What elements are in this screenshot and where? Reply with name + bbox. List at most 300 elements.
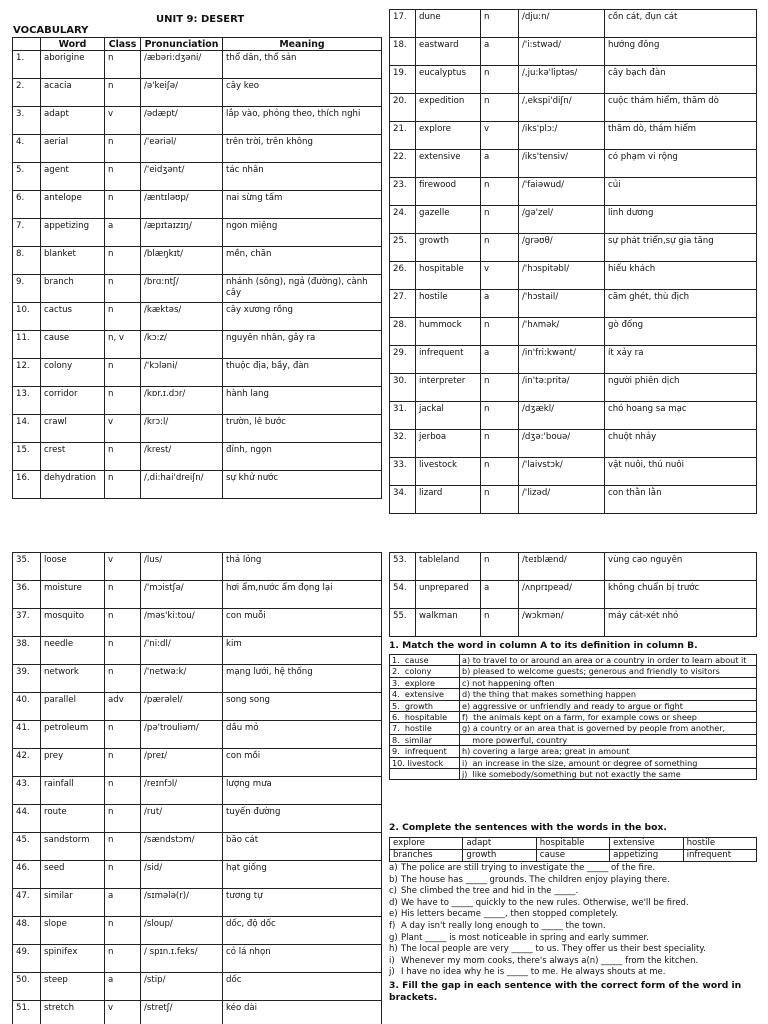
match-row [390, 666, 757, 677]
row-meaning: hơi ẩm,nước ẩm đọng lại [223, 581, 382, 609]
vocab-row [390, 66, 757, 94]
sentence-text: The police are still trying to investigate the _____ of the fire. [401, 863, 656, 873]
row-class: n [105, 443, 141, 471]
sentence-item [389, 944, 757, 956]
row-class: v [105, 415, 141, 443]
row-pronunciation: /dʒækl/ [519, 402, 605, 430]
sentence-letter: c) [389, 886, 397, 897]
vocab-row [13, 749, 382, 777]
word-box-cell: branches [390, 850, 463, 862]
match-column-b: d) the thing that makes something happen [460, 689, 757, 700]
vocab-row [13, 415, 382, 443]
header-class: Class [105, 38, 141, 51]
row-pronunciation: /gə'zel/ [519, 206, 605, 234]
vocab-row [390, 402, 757, 430]
word-box-cell: hospitable [536, 838, 609, 850]
row-pronunciation: /'eidʒənt/ [141, 163, 223, 191]
row-word: stretch [41, 1001, 105, 1024]
word-box-cell: extensive [610, 838, 683, 850]
header-num [13, 38, 41, 51]
row-word: explore [416, 122, 481, 150]
row-pronunciation: /'lizəd/ [519, 486, 605, 514]
sentence-item [389, 886, 757, 898]
sentence-letter: d) [389, 897, 398, 908]
row-class: n [105, 135, 141, 163]
row-meaning: hành lang [223, 387, 382, 415]
sentence-item [389, 875, 757, 887]
row-number: 53. [390, 553, 416, 581]
vocab-row [13, 163, 382, 191]
vocab-row [13, 861, 382, 889]
row-meaning: trườn, lê bước [223, 415, 382, 443]
vocab-row [13, 833, 382, 861]
sentence-text: Whenever my mom cooks, there's always a(n) _____ from the kitchen. [401, 955, 699, 966]
row-meaning: kim [223, 637, 382, 665]
row-meaning: trên trời, trên không [223, 135, 382, 163]
header-meaning: Meaning [223, 38, 382, 51]
row-pronunciation: /'faiəwud/ [519, 178, 605, 206]
row-pronunciation: /brɑ:ntʃ/ [141, 275, 223, 303]
sentence-text: We have to _____ quickly to the new rules. Otherwise, we'll be fired. [401, 897, 689, 908]
row-meaning: dầu mỏ [223, 721, 382, 749]
row-number: 6. [13, 191, 41, 219]
row-number: 30. [390, 374, 416, 402]
sentence-letter: f) [389, 920, 396, 931]
row-pronunciation: /krest/ [141, 443, 223, 471]
row-class: n [105, 79, 141, 107]
row-word: dune [416, 10, 481, 38]
sentence-text: The local people are very _____ to us. They offer us their best speciality. [401, 944, 706, 955]
row-pronunciation: /'i:stwəd/ [519, 38, 605, 66]
match-column-a: 3. explore [390, 677, 460, 688]
row-pronunciation: /,ekspi'diʃn/ [519, 94, 605, 122]
row-number: 11. [13, 331, 41, 359]
row-class: n [105, 805, 141, 833]
row-class: v [105, 107, 141, 135]
row-word: jackal [416, 402, 481, 430]
row-class: n [481, 609, 519, 637]
row-word: infrequent [416, 346, 481, 374]
exercise-2-title: 2. Complete the sentences with the words in the box. [389, 822, 667, 833]
word-box-row [390, 838, 757, 850]
row-number: 38. [13, 637, 41, 665]
row-number: 15. [13, 443, 41, 471]
row-number: 55. [390, 609, 416, 637]
row-pronunciation: /sid/ [141, 861, 223, 889]
vocab-row [13, 387, 382, 415]
match-row [390, 712, 757, 723]
sentence-text: The house has _____ grounds. The children enjoy playing there. [401, 874, 670, 885]
row-pronunciation: /in'fri:kwənt/ [519, 346, 605, 374]
row-word: jerboa [416, 430, 481, 458]
row-number: 32. [390, 430, 416, 458]
row-number: 41. [13, 721, 41, 749]
vocab-row [390, 150, 757, 178]
vocab-row [13, 889, 382, 917]
vocab-row [13, 443, 382, 471]
vocab-row [13, 359, 382, 387]
exercise-3-title: 3. Fill the gap in each sentence with the correct form of the word in [389, 979, 742, 991]
row-meaning: ít xảy ra [605, 346, 757, 374]
vocab-row [13, 303, 382, 331]
row-word: crest [41, 443, 105, 471]
row-class: n [481, 234, 519, 262]
match-row [390, 655, 757, 666]
word-box-cell: explore [390, 838, 463, 850]
row-pronunciation: /iks'plɔ:/ [519, 122, 605, 150]
vocab-table-1 [12, 37, 382, 499]
vocab-row [13, 275, 382, 303]
row-number: 45. [13, 833, 41, 861]
row-pronunciation: /'eəriəl/ [141, 135, 223, 163]
match-row [390, 757, 757, 768]
row-pronunciation: /məs'ki:tou/ [141, 609, 223, 637]
row-word: agent [41, 163, 105, 191]
match-column-b: more powerful, country [460, 734, 757, 745]
vocab-row [390, 38, 757, 66]
row-number: 8. [13, 247, 41, 275]
sentence-letter: g) [389, 932, 398, 943]
row-pronunciation: /ʌnprɪpeəd/ [519, 581, 605, 609]
vocab-row [13, 51, 382, 79]
match-column-b: e) aggressive or unfriendly and ready to argue or fight [460, 700, 757, 711]
row-word: colony [41, 359, 105, 387]
row-meaning: nhánh (sông), ngả (đường), cành cây [223, 275, 382, 303]
vocab-row [13, 637, 382, 665]
row-number: 40. [13, 693, 41, 721]
sentence-item [389, 863, 757, 875]
word-box-cell: hostile [683, 838, 756, 850]
row-word: crawl [41, 415, 105, 443]
match-column-b: c) not happening often [460, 677, 757, 688]
match-column-b: f) the animals kept on a farm, for example cows or sheep [460, 712, 757, 723]
row-meaning: có phạm vi rộng [605, 150, 757, 178]
row-meaning: chó hoang sa mạc [605, 402, 757, 430]
row-meaning: sự khử nước [223, 471, 382, 499]
row-word: moisture [41, 581, 105, 609]
match-column-a [390, 769, 460, 780]
vocab-row [13, 107, 382, 135]
row-meaning: hạt giống [223, 861, 382, 889]
match-column-b: g) a country or an area that is governed by people from another, [460, 723, 757, 734]
row-word: aerial [41, 135, 105, 163]
row-pronunciation: /'ni:dl/ [141, 637, 223, 665]
row-pronunciation: /kæktəs/ [141, 303, 223, 331]
vocab-table-3 [12, 552, 382, 1024]
vocab-row [13, 331, 382, 359]
row-meaning: song song [223, 693, 382, 721]
sentence-item [389, 909, 757, 921]
row-meaning: cỏ lá nhọn [223, 945, 382, 973]
row-number: 17. [390, 10, 416, 38]
row-class: v [105, 1001, 141, 1024]
row-number: 33. [390, 458, 416, 486]
row-class: n [481, 486, 519, 514]
row-meaning: cuộc thám hiểm, thăm dò [605, 94, 757, 122]
row-word: hostile [416, 290, 481, 318]
row-word: cause [41, 331, 105, 359]
vocab-row [390, 234, 757, 262]
vocab-row [390, 581, 757, 609]
row-class: n [105, 247, 141, 275]
vocab-row [390, 262, 757, 290]
row-class: n [481, 458, 519, 486]
row-meaning: hướng đông [605, 38, 757, 66]
row-meaning: thổ dân, thổ sản [223, 51, 382, 79]
row-meaning: căm ghét, thù địch [605, 290, 757, 318]
row-class: n [105, 359, 141, 387]
match-column-b: a) to travel to or around an area or a country in order to learn about it [460, 655, 757, 666]
vocab-row [13, 79, 382, 107]
row-word: similar [41, 889, 105, 917]
vocab-row [13, 135, 382, 163]
vocab-row [390, 290, 757, 318]
row-pronunciation: /ə'keiʃə/ [141, 79, 223, 107]
exercise-2 [389, 822, 757, 1004]
vocab-row [390, 609, 757, 637]
row-class: n [481, 10, 519, 38]
row-pronunciation: /in'tə:pritə/ [519, 374, 605, 402]
vocab-row [390, 486, 757, 514]
row-meaning: cây keo [223, 79, 382, 107]
row-word: eastward [416, 38, 481, 66]
vocab-table-4 [389, 552, 757, 637]
row-pronunciation: /wɔkmən/ [519, 609, 605, 637]
row-word: prey [41, 749, 105, 777]
row-class: n [105, 861, 141, 889]
row-pronunciation: /lus/ [141, 553, 223, 581]
row-word: eucalyptus [416, 66, 481, 94]
row-pronunciation: /kɔ:z/ [141, 331, 223, 359]
sentence-list [389, 863, 757, 979]
match-column-b: i) an increase in the size, amount or degree of something [460, 757, 757, 768]
vocab-row [13, 191, 382, 219]
row-meaning: thả lỏng [223, 553, 382, 581]
match-column-a: 10. livestock [390, 757, 460, 768]
row-class: n [105, 387, 141, 415]
row-word: seed [41, 861, 105, 889]
row-number: 39. [13, 665, 41, 693]
vocab-row [390, 10, 757, 38]
row-pronunciation: /æpɪtaɪzɪŋ/ [141, 219, 223, 247]
row-number: 23. [390, 178, 416, 206]
row-number: 24. [390, 206, 416, 234]
match-row [390, 677, 757, 688]
row-meaning: dốc [223, 973, 382, 1001]
vocab-row [13, 247, 382, 275]
row-number: 21. [390, 122, 416, 150]
row-word: spinifex [41, 945, 105, 973]
row-class: a [481, 581, 519, 609]
row-number: 47. [13, 889, 41, 917]
row-meaning: nai sừng tấm [223, 191, 382, 219]
row-meaning: tuyến đường [223, 805, 382, 833]
row-pronunciation: /stip/ [141, 973, 223, 1001]
row-word: growth [416, 234, 481, 262]
row-pronunciation: /kɒr.ɪ.dɔr/ [141, 387, 223, 415]
row-number: 2. [13, 79, 41, 107]
match-row [390, 734, 757, 745]
row-number: 36. [13, 581, 41, 609]
row-meaning: bão cát [223, 833, 382, 861]
match-column-a: 4. extensive [390, 689, 460, 700]
row-word: aborigine [41, 51, 105, 79]
row-number: 10. [13, 303, 41, 331]
row-meaning: lượng mưa [223, 777, 382, 805]
row-number: 18. [390, 38, 416, 66]
vocab-row [13, 1001, 382, 1024]
row-pronunciation: /pærəlel/ [141, 693, 223, 721]
row-word: needle [41, 637, 105, 665]
row-number: 34. [390, 486, 416, 514]
row-pronunciation: /sloup/ [141, 917, 223, 945]
row-meaning: chuột nhảy [605, 430, 757, 458]
sentence-text: A day isn't really long enough to _____ the town. [401, 920, 606, 931]
match-row [390, 700, 757, 711]
row-word: hummock [416, 318, 481, 346]
row-number: 46. [13, 861, 41, 889]
vocabulary-label: VOCABULARY [13, 25, 89, 36]
row-word: route [41, 805, 105, 833]
row-number: 44. [13, 805, 41, 833]
row-pronunciation: /æntɪləʊp/ [141, 191, 223, 219]
row-class: n [481, 66, 519, 94]
match-column-a: 5. growth [390, 700, 460, 711]
row-class: n [481, 206, 519, 234]
row-pronunciation: /sɪmələ(r)/ [141, 889, 223, 917]
row-class: n [481, 318, 519, 346]
row-class: n [105, 191, 141, 219]
row-number: 9. [13, 275, 41, 303]
match-column-a: 7. hostile [390, 723, 460, 734]
vocab-row [390, 122, 757, 150]
row-pronunciation: /'netwə:k/ [141, 665, 223, 693]
row-pronunciation: /'kɔləni/ [141, 359, 223, 387]
sentence-letter: e) [389, 909, 398, 920]
word-box-cell: adapt [463, 838, 536, 850]
word-box-row [390, 850, 757, 862]
row-meaning: cây xương rồng [223, 303, 382, 331]
row-meaning: sự phát triển,sự gia tăng [605, 234, 757, 262]
match-column-a: 1. cause [390, 655, 460, 666]
row-meaning: vùng cao nguyên [605, 553, 757, 581]
row-pronunciation: / spɪn.ɪ.feks/ [141, 945, 223, 973]
row-class: a [105, 973, 141, 1001]
vocab-row [13, 471, 382, 499]
row-word: unprepared [416, 581, 481, 609]
row-word: sandstorm [41, 833, 105, 861]
vocab-row [390, 94, 757, 122]
row-class: n [105, 945, 141, 973]
vocab-row [13, 581, 382, 609]
row-number: 50. [13, 973, 41, 1001]
row-pronunciation: /'hɔspitəbl/ [519, 262, 605, 290]
vocab-row [390, 178, 757, 206]
row-pronunciation: /'hʌmək/ [519, 318, 605, 346]
sentence-letter: i) [389, 955, 395, 966]
row-meaning: mền, chăn [223, 247, 382, 275]
sentence-letter: h) [389, 944, 398, 955]
row-number: 4. [13, 135, 41, 163]
row-pronunciation: /dju:n/ [519, 10, 605, 38]
row-meaning: mạng lưới, hệ thống [223, 665, 382, 693]
match-row [390, 769, 757, 780]
row-number: 7. [13, 219, 41, 247]
row-word: parallel [41, 693, 105, 721]
row-meaning: tương tự [223, 889, 382, 917]
row-word: slope [41, 917, 105, 945]
row-class: n [105, 581, 141, 609]
match-row [390, 689, 757, 700]
row-meaning: máy cát-xét nhỏ [605, 609, 757, 637]
row-number: 43. [13, 777, 41, 805]
sentence-item [389, 898, 757, 910]
row-class: n [105, 665, 141, 693]
row-meaning: đỉnh, ngọn [223, 443, 382, 471]
row-class: n [481, 430, 519, 458]
row-class: n [105, 303, 141, 331]
row-meaning: nguyên nhân, gây ra [223, 331, 382, 359]
row-number: 16. [13, 471, 41, 499]
row-class: n [105, 637, 141, 665]
match-row [390, 723, 757, 734]
row-number: 19. [390, 66, 416, 94]
row-pronunciation: /'hɔstail/ [519, 290, 605, 318]
row-number: 27. [390, 290, 416, 318]
vocab-row [13, 917, 382, 945]
vocab-row [13, 219, 382, 247]
match-column-a: 2. colony [390, 666, 460, 677]
row-word: gazelle [416, 206, 481, 234]
row-word: dehydration [41, 471, 105, 499]
sentence-item [389, 921, 757, 933]
row-number: 28. [390, 318, 416, 346]
vocab-row [13, 665, 382, 693]
vocab-row [390, 553, 757, 581]
row-number: 31. [390, 402, 416, 430]
unit-title: UNIT 9: DESERT [156, 14, 245, 25]
row-pronunciation: /,ju:kə'liptəs/ [519, 66, 605, 94]
row-meaning: kéo dài [223, 1001, 382, 1024]
vocab-row [13, 805, 382, 833]
row-class: v [105, 553, 141, 581]
row-word: expedition [416, 94, 481, 122]
row-meaning: gò đống [605, 318, 757, 346]
row-class: adv [105, 693, 141, 721]
row-number: 3. [13, 107, 41, 135]
row-class: a [481, 290, 519, 318]
row-class: n [105, 833, 141, 861]
sentence-item [389, 933, 757, 945]
row-number: 54. [390, 581, 416, 609]
row-meaning: không chuẩn bị trước [605, 581, 757, 609]
row-pronunciation: /ədæpt/ [141, 107, 223, 135]
row-pronunciation: /grəʊθ/ [519, 234, 605, 262]
row-meaning: thuộc địa, bầy, đàn [223, 359, 382, 387]
match-column-a: 8. similar [390, 734, 460, 745]
row-word: hospitable [416, 262, 481, 290]
row-class: n [481, 553, 519, 581]
row-meaning: ngon miệng [223, 219, 382, 247]
row-number: 48. [13, 917, 41, 945]
row-number: 49. [13, 945, 41, 973]
row-word: acacia [41, 79, 105, 107]
row-word: tableland [416, 553, 481, 581]
row-meaning: con muỗi [223, 609, 382, 637]
row-class: a [481, 346, 519, 374]
row-pronunciation: /rut/ [141, 805, 223, 833]
row-pronunciation: /'laivstɔk/ [519, 458, 605, 486]
